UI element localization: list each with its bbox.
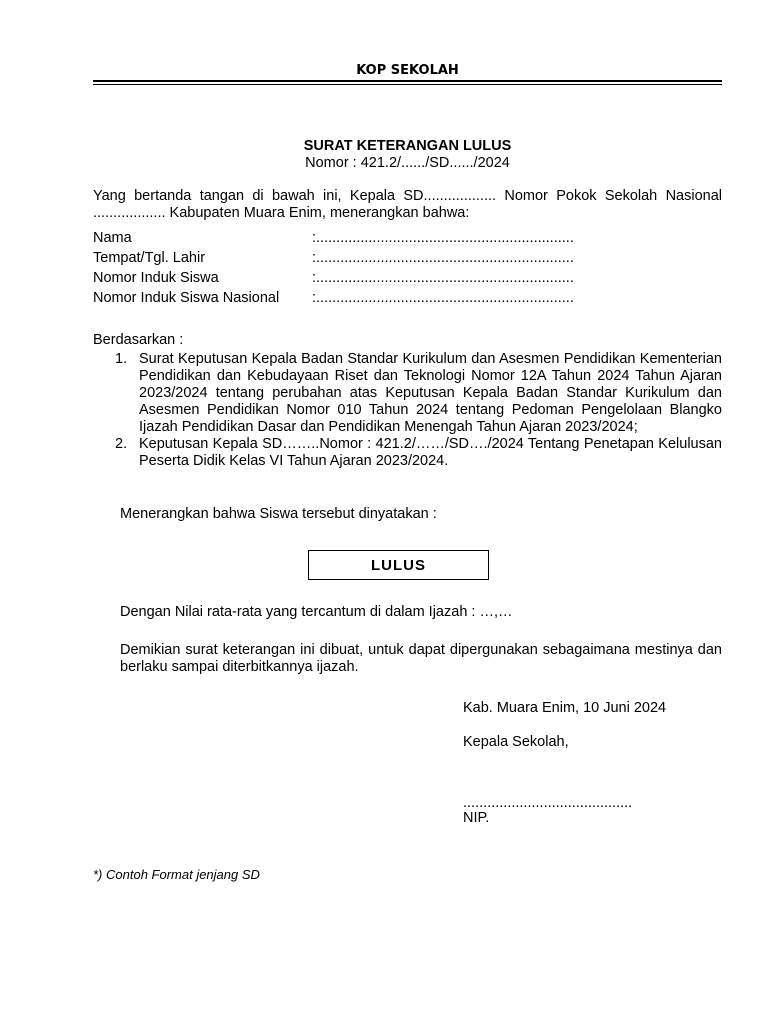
field-label: Tempat/Tgl. Lahir [93,250,206,266]
basis-item-number: 1. [115,351,128,367]
signature-place-date: Kab. Muara Enim, 10 Juni 2024 [463,700,667,716]
field-value: :................................................................ [312,230,574,246]
field-value: :................................................................ [312,270,574,286]
student-data-table [93,230,722,310]
data-row-name [93,230,722,250]
field-label: Nomor Induk Siswa Nasional [93,290,280,306]
result-box [308,550,489,580]
document-page [93,0,722,1024]
basis-item-number: 2. [115,436,128,452]
basis-heading: Berdasarkan : [93,332,184,348]
intro-paragraph: Yang bertanda tangan di bawah ini, Kepala SD.................. Nomor Pokok Sekolah Nasional .................. Kabupaten Muara Enim, menerangkan bahwa: [93,188,722,221]
signature-name-line: .......................................... [463,795,633,811]
field-label: Nama [93,230,132,246]
data-row-birth [93,250,722,270]
grade-text: Dengan Nilai rata-rata yang tercantum di dalam Ijazah : …,… [120,604,513,620]
letterhead-rule-thin [93,84,722,85]
statement-text: Menerangkan bahwa Siswa tersebut dinyatakan : [120,506,437,522]
footnote: *) Contoh Format jenjang SD [93,867,260,882]
result-label: LULUS [371,556,426,574]
letterhead-rule-thick [93,80,722,82]
data-row-nis [93,270,722,290]
data-row-nisn [93,290,722,310]
letter-number: Nomor : 421.2/....../SD....../2024 [305,155,510,171]
basis-list [93,351,722,470]
closing-paragraph: Demikian surat keterangan ini dibuat, untuk dapat dipergunakan sebagaimana mestinya dan berlaku sampai diterbitkannya ijazah. [120,642,722,675]
letter-title: SURAT KETERANGAN LULUS [303,138,512,154]
field-value: :................................................................ [312,290,574,306]
basis-item-text: Keputusan Kepala SD……..Nomor : 421.2/……/SD…./2024 Tentang Penetapan Kelulusan Peserta Didik Kelas VI Tahun Ajaran 2023/2024. [139,436,722,469]
basis-item-text: Surat Keputusan Kepala Badan Standar Kurikulum dan Asesmen Pendidikan Kementerian Pendidikan dan Kebudayaan Riset dan Teknologi Nomor 12A Tahun 2024 Tahun Ajaran 2023/2024 tentang perubahan atas Keputusan Kepala Badan Standar Kurikulum dan Asesmen Pendidikan Nomor 010 Tahun 2024 tentang Pedoman Pengelolaan Blangko Ijazah Pendidikan Dasar dan Pendidikan Menengah Tahun Ajaran 2023/2024; [139,351,722,435]
basis-item [93,436,722,470]
signature-nip: NIP. [463,810,490,826]
field-value: :................................................................ [312,250,574,266]
basis-item [93,351,722,436]
signature-role: Kepala Sekolah, [463,734,569,750]
field-label: Nomor Induk Siswa [93,270,219,286]
letterhead-title: KOP SEKOLAH [356,63,459,78]
